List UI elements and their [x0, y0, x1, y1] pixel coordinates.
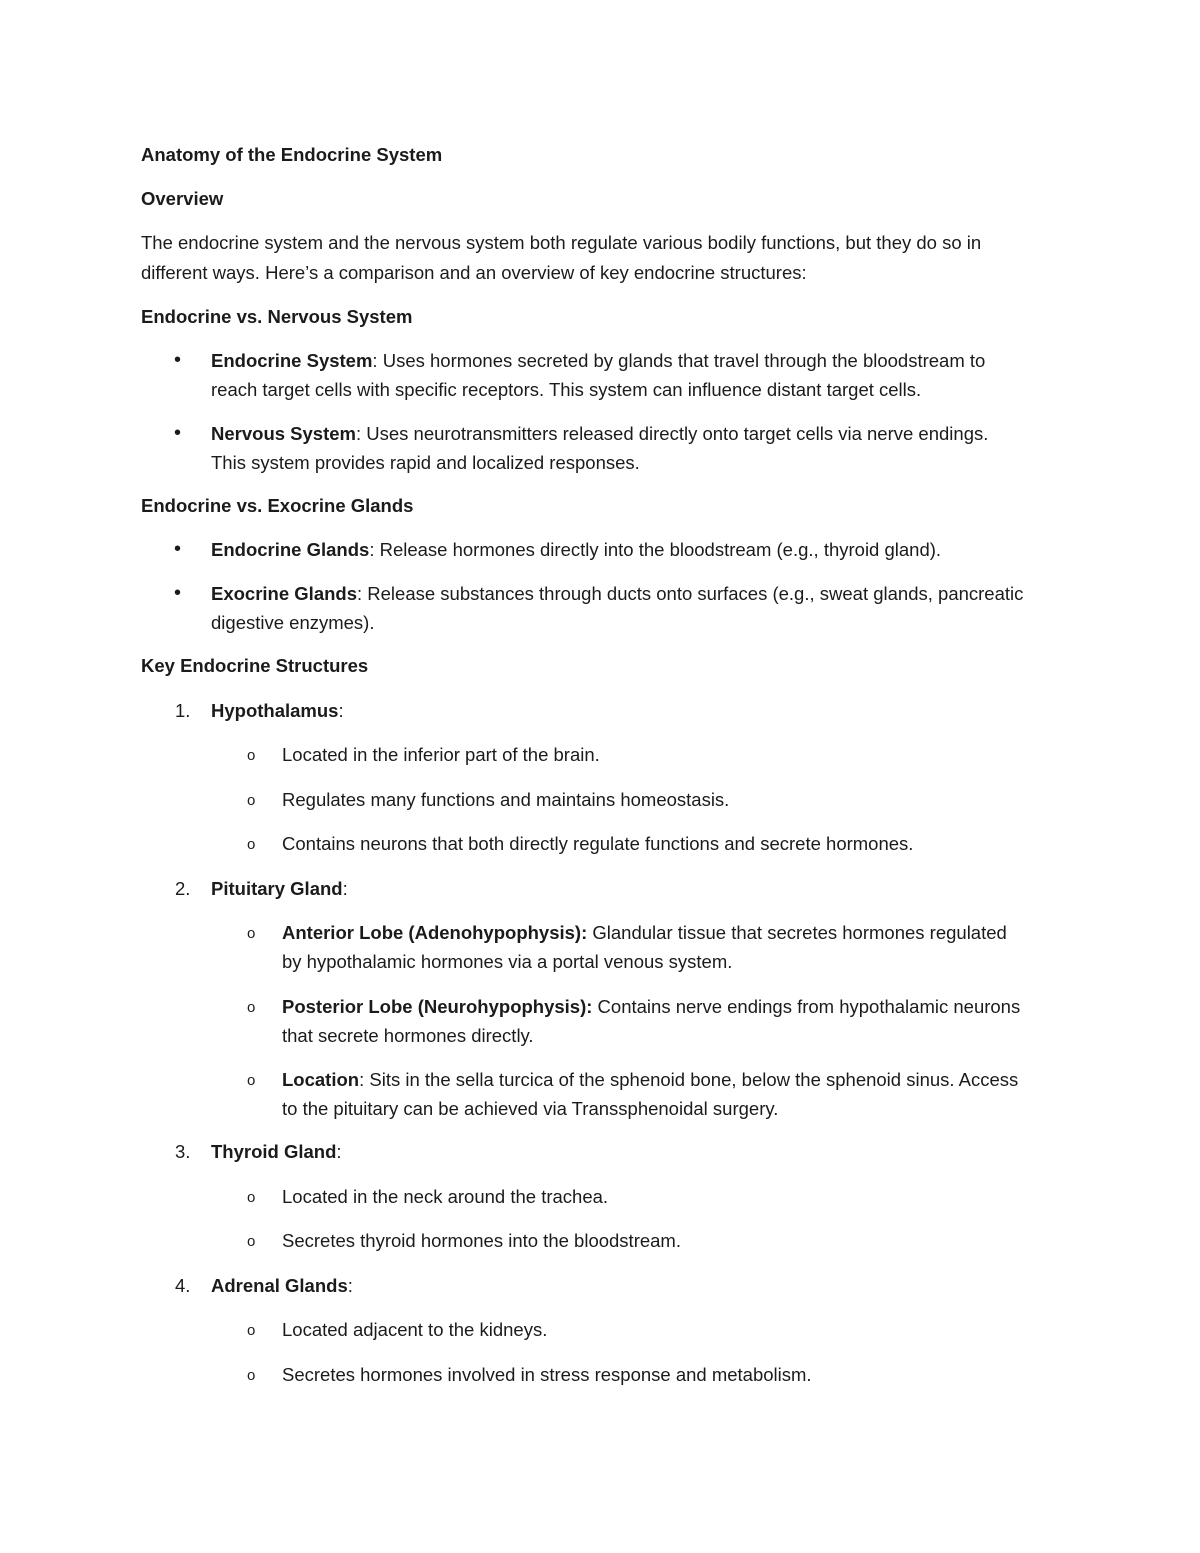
overview-heading: Overview: [141, 188, 224, 209]
posterior-lobe-item-cont: that secrete hormones directly.: [282, 1025, 534, 1046]
item-label: Nervous System: [211, 423, 356, 444]
sub-bullet-icon: o: [247, 925, 256, 942]
endocrine-glands-item: [211, 538, 941, 562]
anterior-lobe-item-cont: by hypothalamic hormones via a portal venous system.: [282, 951, 733, 972]
sub-bullet-icon: o: [247, 1189, 256, 1206]
nervous-system-item: [211, 422, 988, 446]
item-separator: :: [357, 583, 363, 604]
endocrine-system-item-cont: reach target cells with specific receptors. This system can influence distant target cells.: [211, 379, 922, 400]
item-label: Location: [282, 1069, 360, 1090]
list-number: 4.: [175, 1275, 191, 1296]
sub-bullet-icon: o: [247, 1367, 256, 1384]
bullet-icon: •: [174, 538, 182, 560]
sub-item: Secretes hormones involved in stress response and metabolism.: [282, 1364, 812, 1385]
item-text: Contains nerve endings from hypothalamic neurons: [592, 996, 1021, 1017]
item-separator: :: [372, 350, 378, 371]
nervous-system-item-cont: This system provides rapid and localized responses.: [211, 452, 640, 473]
item-separator: :: [338, 700, 344, 721]
exocrine-glands-item-cont: digestive enzymes).: [211, 612, 375, 633]
overview-text-line-1: The endocrine system and the nervous system both regulate various bodily functions, but they do so in: [141, 232, 982, 253]
item-label: Endocrine System: [211, 350, 373, 371]
bullet-icon: •: [174, 349, 182, 371]
sub-item: Contains neurons that both directly regulate functions and secrete hormones.: [282, 833, 914, 854]
item-label: Anterior Lobe (Adenohypophysis):: [282, 922, 588, 943]
item-separator: :: [355, 423, 362, 444]
anterior-lobe-item: [282, 921, 1007, 945]
sub-item: Regulates many functions and maintains homeostasis.: [282, 789, 730, 810]
sub-bullet-icon: o: [247, 747, 256, 764]
item-label: Pituitary Gland: [211, 878, 343, 899]
overview-text-line-2: different ways. Here’s a comparison and an overview of key endocrine structures:: [141, 262, 807, 283]
item-text: Uses hormones secreted by glands that travel through the bloodstream to: [377, 350, 986, 371]
item-text: Release substances through ducts onto surfaces (e.g., sweat glands, pancreatic: [362, 583, 1024, 604]
adrenal-heading: [211, 1274, 353, 1298]
item-text: Uses neurotransmitters released directly onto target cells via nerve endings.: [361, 423, 989, 444]
sub-item: Secretes thyroid hormones into the bloodstream.: [282, 1230, 681, 1251]
item-text: Release hormones directly into the bloodstream (e.g., thyroid gland).: [374, 539, 942, 560]
list-number: 3.: [175, 1141, 191, 1162]
sub-item: Located in the neck around the trachea.: [282, 1186, 609, 1207]
item-label: Hypothalamus: [211, 700, 339, 721]
bullet-icon: •: [174, 422, 182, 444]
list-number: 1.: [175, 700, 191, 721]
sub-bullet-icon: o: [247, 999, 256, 1016]
item-text: Glandular tissue that secretes hormones regulated: [587, 922, 1007, 943]
sub-bullet-icon: o: [247, 1322, 256, 1339]
item-separator: :: [369, 539, 375, 560]
item-label: Thyroid Gland: [211, 1141, 337, 1162]
item-separator: :: [336, 1141, 342, 1162]
endo-vs-exo-heading: Endocrine vs. Exocrine Glands: [141, 495, 414, 516]
bullet-icon: •: [174, 582, 182, 604]
sub-bullet-icon: o: [247, 1072, 256, 1089]
hypothalamus-heading: [211, 699, 344, 723]
sub-bullet-icon: o: [247, 792, 256, 809]
item-text: : Sits in the sella turcica of the sphenoid bone, below the sphenoid sinus. Access: [359, 1069, 1019, 1090]
item-label: Posterior Lobe (Neurohypophysis):: [282, 996, 593, 1017]
exocrine-glands-item: [211, 582, 1023, 606]
posterior-lobe-item: [282, 995, 1020, 1019]
sub-item: Located adjacent to the kidneys.: [282, 1319, 548, 1340]
item-label: Adrenal Glands: [211, 1275, 348, 1296]
sub-item: Located in the inferior part of the brain.: [282, 744, 600, 765]
item-label: Endocrine Glands: [211, 539, 370, 560]
endo-vs-nervous-heading: Endocrine vs. Nervous System: [141, 306, 413, 327]
sub-bullet-icon: o: [247, 836, 256, 853]
endocrine-system-item: [211, 349, 985, 373]
list-number: 2.: [175, 878, 191, 899]
location-item-cont: to the pituitary can be achieved via Transsphenoidal surgery.: [282, 1098, 779, 1119]
pituitary-heading: [211, 877, 348, 901]
item-separator: :: [347, 1275, 353, 1296]
sub-bullet-icon: o: [247, 1233, 256, 1250]
item-label: Exocrine Glands: [211, 583, 357, 604]
item-separator: :: [342, 878, 348, 899]
key-structures-heading: Key Endocrine Structures: [141, 655, 369, 676]
thyroid-heading: [211, 1140, 342, 1164]
location-item: [282, 1068, 1018, 1092]
document-title: Anatomy of the Endocrine System: [141, 144, 443, 165]
